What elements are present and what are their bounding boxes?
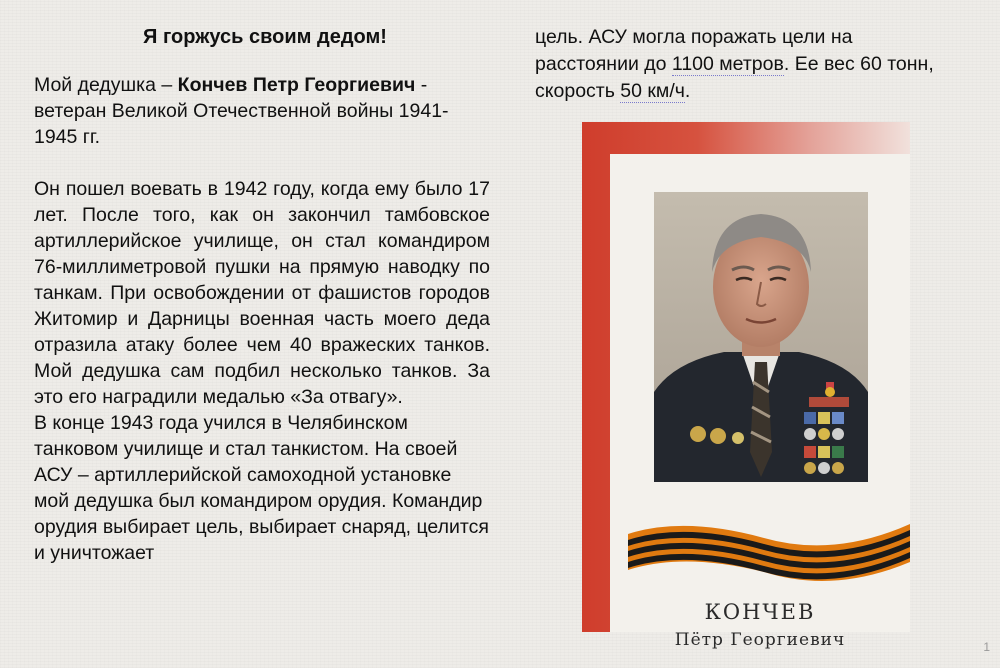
veteran-portrait-photo xyxy=(654,192,868,482)
continued-paragraph xyxy=(535,24,955,105)
intro-paragraph xyxy=(34,72,490,150)
portrait-first-names: Пётр Георгиевич xyxy=(674,630,846,650)
portrait-last-name: КОНЧЕВ xyxy=(704,600,816,624)
st-george-ribbon-icon xyxy=(624,510,914,588)
continued-text-part: цель. АСУ могла поражать цели на расстоянии до xyxy=(535,26,853,75)
continued-text-part: . Ее вес 60 тонн, скорость xyxy=(535,53,934,102)
speed-value: 50 км/ч xyxy=(620,80,685,102)
paragraph-war: Он пошел воевать в 1942 году, когда ему было 17 лет. После того, как он закончил тамбовское артиллерийское училище, он стал командиром 76-миллиметровой пушки на прямую наводку по танкам. При освобождении от фашистов городов Житомир и Дарницы военная часть моего деда отразила атаку более чем 40 вражеских танков. Мой дедушка сам подбил несколько танков. За это его наградили медалью «За отвагу». xyxy=(34,178,490,408)
continued-text-part: . xyxy=(684,80,691,102)
page-number: 1 xyxy=(983,640,990,654)
intro-suffix: - ветеран Великой Отечественной войны 1941-1945 гг. xyxy=(34,74,449,148)
distance-value: 1100 метров xyxy=(671,53,784,75)
continued-text-column xyxy=(535,24,955,105)
intro-prefix: Мой дедушка – xyxy=(34,74,178,96)
main-text-column xyxy=(34,72,490,566)
portrait-card-inner xyxy=(610,154,910,650)
veteran-name: Кончев Петр Георгиевич xyxy=(177,74,416,96)
portrait-card xyxy=(582,122,910,650)
page-title: Я горжусь своим дедом! xyxy=(143,26,387,48)
paragraph-tank-school: В конце 1943 года учился в Челябинском танковом училище и стал танкистом. На своей АСУ – артиллерийской самоходной установке мой дедушка был командиром орудия. Командир орудия выбирает цель, выбирает снаряд, целится и уничтожает xyxy=(34,412,489,564)
